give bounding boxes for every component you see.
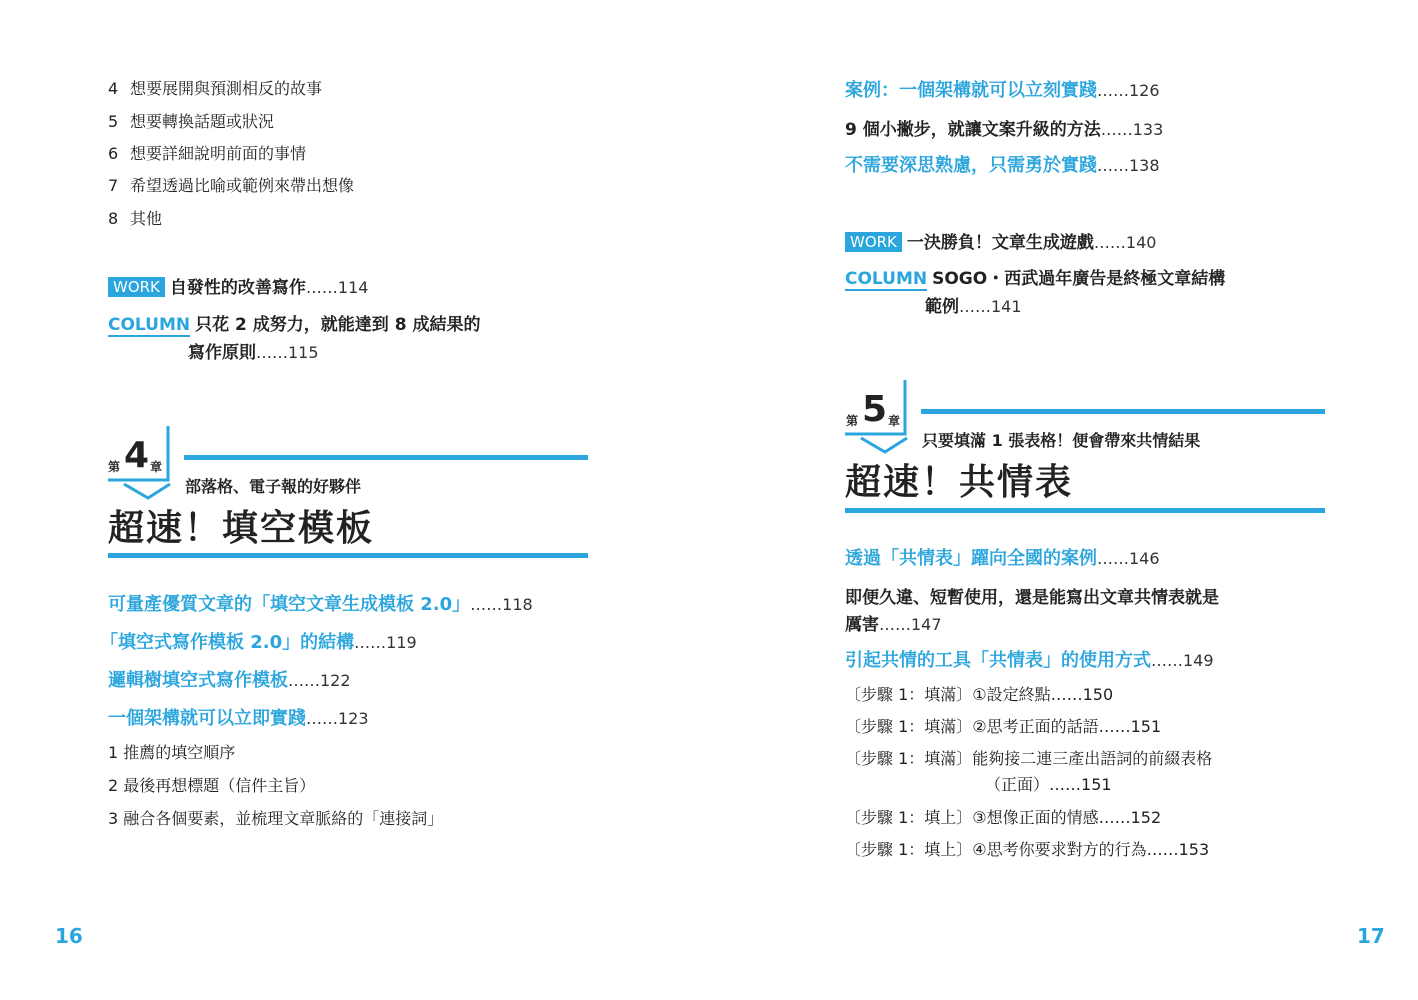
column-tag: COLUMN: [845, 269, 928, 289]
step-item: 〔步驟 1：填上〕③想像正面的情感……152: [845, 808, 1162, 827]
sub-item: 3 融合各個要素，並梳理文章脈絡的「連接詞」: [108, 809, 444, 828]
chapter-number: 4: [124, 435, 150, 476]
chapter-title: 超速！填空模板: [108, 508, 375, 549]
step-item: 〔步驟 1：填滿〕能夠接二連三產出語詞的前綴表格: [845, 749, 1213, 768]
chapter-number: 5: [862, 389, 888, 430]
chapter-rule-bottom: [845, 508, 1325, 513]
step-item-line2: （正面）……151: [985, 775, 1112, 794]
list-item: 5 想要轉換話題或狀況: [108, 112, 275, 131]
step-item: 〔步驟 1：填上〕④思考你要求對方的行為……153: [845, 840, 1210, 859]
list-item: 6 想要詳細說明前面的事情: [108, 144, 307, 163]
toc-entry: 邏輯樹填空式寫作模板……122: [108, 670, 351, 691]
toc-entry: 不需要深思熟慮，只需勇於實踐……138: [845, 155, 1160, 176]
step-item: 〔步驟 1：填滿〕②思考正面的話語……151: [845, 717, 1162, 736]
list-item: 8 其他: [108, 209, 163, 228]
toc-entry: 即便久違、短暫使用，還是能寫出文章共情表就是: [845, 588, 1219, 608]
chapter-subtitle: 只要填滿 1 張表格！便會帶來共情結果: [922, 431, 1201, 450]
toc-entry: 9 個小撇步，就讓文案升級的方法……133: [845, 120, 1164, 140]
page-number-left: 16: [55, 924, 83, 948]
toc-entry: 引起共情的工具「共情表」的使用方式……149: [845, 650, 1214, 671]
toc-entry-line2: 厲害……147: [845, 615, 942, 635]
chapter-subtitle: 部落格、電子報的好夥伴: [185, 477, 362, 496]
toc-entry: 案例：一個架構就可以立刻實踐……126: [845, 80, 1160, 101]
list-item: 4 想要展開與預測相反的故事: [108, 79, 323, 98]
chapter-title: 超速！共情表: [845, 462, 1074, 503]
toc-entry: 可量產優質文章的「填空文章生成模板 2.0」……118: [108, 594, 533, 615]
work-tag: WORK: [845, 232, 902, 252]
column-entry: COLUMN 只花 2 成努力，就能達到 8 成結果的: [108, 315, 481, 335]
chapter-rule-top: [921, 409, 1325, 414]
column-entry-line2: 範例……141: [925, 297, 1022, 317]
sub-item: 1 推薦的填空順序: [108, 743, 236, 762]
work-tag: WORK: [108, 277, 165, 297]
toc-entry: 一個架構就可以立即實踐……123: [108, 708, 369, 729]
chapter-rule-top: [184, 455, 588, 460]
column-entry-line2: 寫作原則……115: [188, 343, 319, 363]
sub-item: 2 最後再想標題（信件主旨）: [108, 776, 316, 795]
step-item: 〔步驟 1：填滿〕①設定終點……150: [845, 685, 1114, 704]
toc-entry: 「填空式寫作模板 2.0」的結構……119: [100, 632, 417, 653]
chapter-rule-bottom: [108, 553, 588, 558]
column-entry: COLUMN SOGO・西武過年廣告是終極文章結構: [845, 269, 1226, 289]
work-entry: WORK 一決勝負！文章生成遊戲……140: [845, 228, 1156, 253]
list-item: 7 希望透過比喻或範例來帶出想像: [108, 176, 355, 195]
page-number-right: 17: [1357, 924, 1385, 948]
toc-entry: 透過「共情表」躍向全國的案例……146: [845, 548, 1160, 569]
work-entry: WORK 自發性的改善寫作……114: [108, 273, 368, 298]
column-tag: COLUMN: [108, 315, 191, 335]
